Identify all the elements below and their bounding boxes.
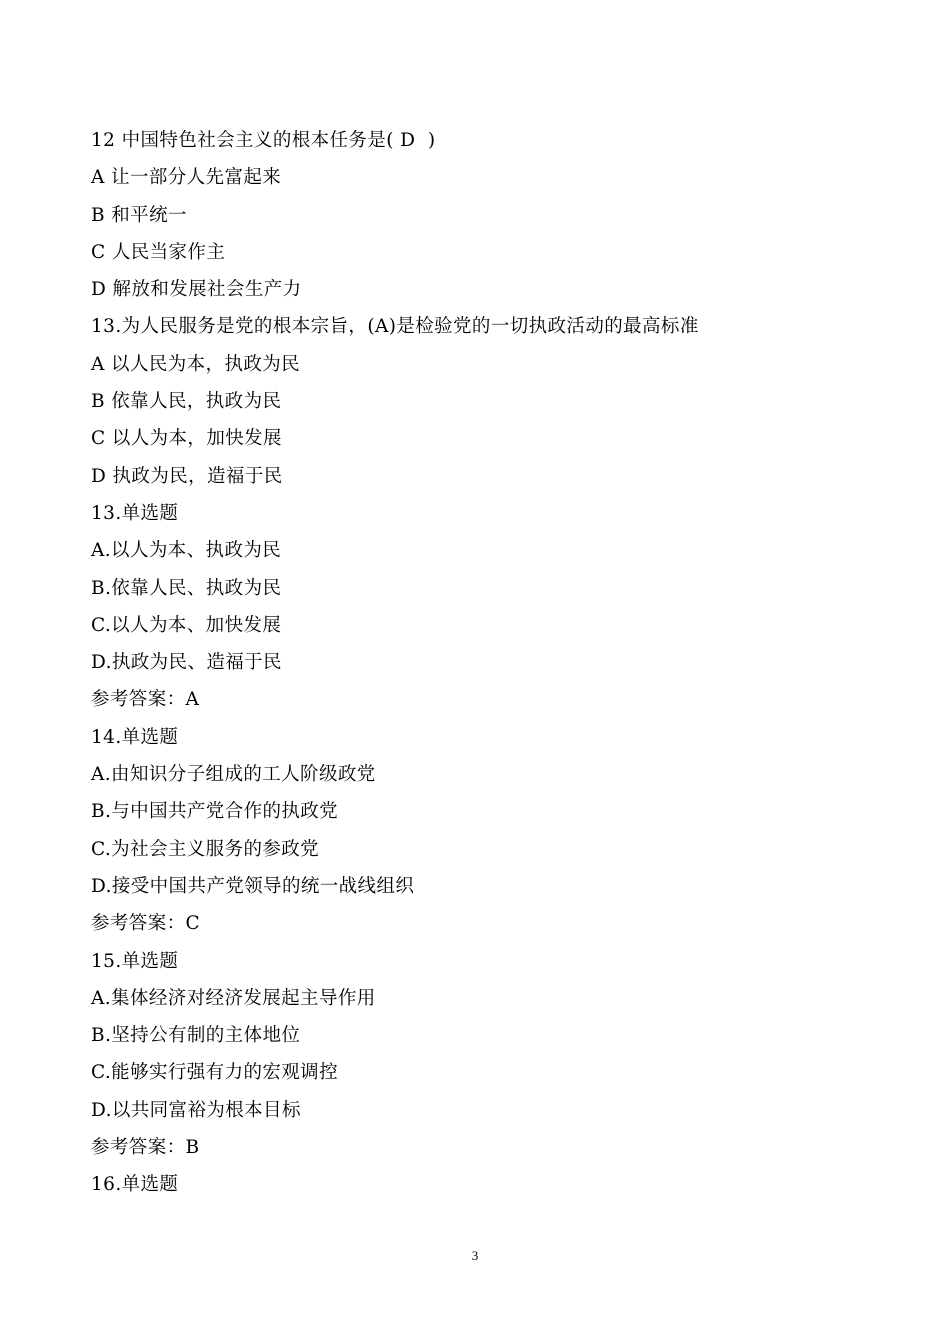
question-13b-option-c: C.以人为本、加快发展	[91, 614, 282, 636]
question-14-answer: 参考答案：C	[91, 913, 201, 935]
question-12-option-b: B 和平统一	[91, 204, 187, 226]
question-12-option-c: C 人民当家作主	[91, 241, 226, 263]
question-12-option-d: D 解放和发展社会生产力	[91, 279, 302, 301]
question-13b-option-d: D.执政为民、造福于民	[91, 652, 282, 674]
question-15-option-a: A.集体经济对经济发展起主导作用	[91, 987, 376, 1009]
question-13b-option-b: B.依靠人民、执政为民	[91, 577, 282, 599]
question-13-option-c: C 以人为本，加快发展	[91, 428, 282, 450]
question-13-stem: 13.为人民服务是党的根本宗旨，(A)是检验党的一切执政活动的最高标准	[91, 316, 699, 338]
question-15-option-c: C.能够实行强有力的宏观调控	[91, 1062, 338, 1084]
question-15-option-b: B.坚持公有制的主体地位	[91, 1025, 301, 1047]
question-13b-answer: 参考答案：A	[91, 689, 200, 711]
question-14-heading: 14.单选题	[91, 726, 179, 748]
question-14-option-c: C.为社会主义服务的参政党	[91, 838, 320, 860]
question-13b-option-a: A.以人为本、执政为民	[91, 540, 282, 562]
question-15-heading: 15.单选题	[91, 950, 179, 972]
question-12-option-a: A 让一部分人先富起来	[91, 167, 282, 189]
document-body	[91, 122, 871, 1204]
question-14-option-a: A.由知识分子组成的工人阶级政党	[91, 764, 376, 786]
question-12-stem: 12 中国特色社会主义的根本任务是( D )	[91, 130, 436, 151]
question-15-option-d: D.以共同富裕为根本目标	[91, 1099, 301, 1121]
question-16-heading: 16.单选题	[91, 1174, 179, 1196]
question-13-option-a: A 以人民为本，执政为民	[91, 353, 301, 375]
question-14-option-b: B.与中国共产党合作的执政党	[91, 801, 339, 823]
question-13-option-d: D 执政为民，造福于民	[91, 465, 283, 487]
question-14-option-d: D.接受中国共产党领导的统一战线组织	[91, 875, 415, 897]
question-13b-heading: 13.单选题	[91, 502, 179, 524]
question-15-answer: 参考答案：B	[91, 1137, 200, 1159]
question-13-option-b: B 依靠人民，执政为民	[91, 391, 282, 413]
page-number: 3	[471, 1248, 479, 1263]
